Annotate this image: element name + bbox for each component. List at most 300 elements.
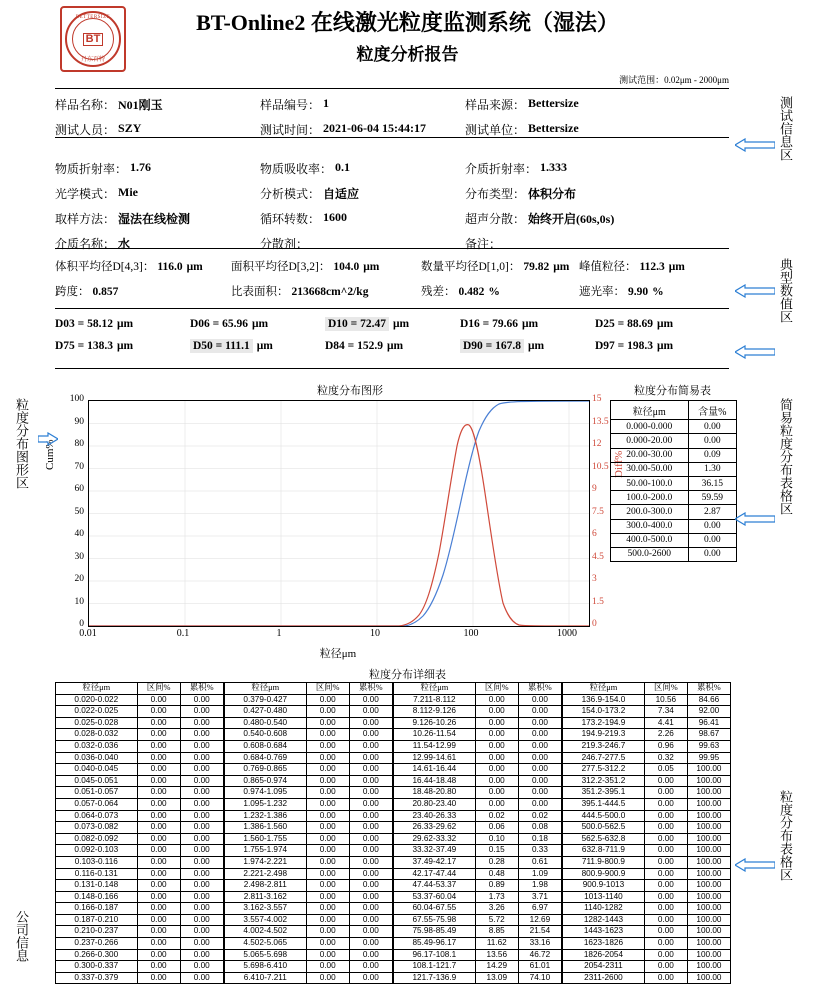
detail-cell: 0.00 (180, 729, 224, 741)
detail-cell: 0.00 (644, 787, 687, 799)
detail-cell: 5.72 (475, 914, 518, 926)
y-tick: 80 (74, 439, 84, 449)
detail-cell: 100.00 (687, 833, 730, 845)
detail-cell: 37.49-42.17 (393, 856, 475, 868)
chart-title: 粒度分布图形 (317, 385, 383, 397)
typical-unit: μm (186, 261, 203, 273)
annotation-detail-table: 粒度分布表格区 (778, 790, 793, 881)
detail-cell: 632.8-711.9 (562, 845, 644, 857)
typical-unit: μm (363, 261, 380, 273)
d-values-section (55, 318, 731, 362)
detail-cell: 67.55-75.98 (393, 914, 475, 926)
detail-cell: 0.00 (518, 706, 562, 718)
table-row (56, 694, 731, 706)
detail-cell: 0.00 (137, 717, 180, 729)
info-label: 样品名称： (55, 98, 116, 112)
table-row (56, 938, 731, 950)
detail-cell: 2.498-2.811 (224, 880, 306, 892)
table-row (56, 787, 731, 799)
chart-svg (89, 401, 589, 626)
divider-1 (55, 88, 729, 89)
detail-cell: 0.00 (180, 972, 224, 984)
info-label: 取样方法： (55, 212, 116, 226)
info-label: 物质吸收率： (260, 162, 333, 176)
particle-size-chart (88, 400, 590, 627)
detail-cell: 0.00 (644, 833, 687, 845)
detail-cell: 16.44-18.48 (393, 775, 475, 787)
detail-cell: 8.112-9.126 (393, 706, 475, 718)
detail-cell: 0.00 (349, 914, 393, 926)
y-tick: 90 (74, 416, 84, 427)
detail-cell: 1623-1826 (562, 938, 644, 950)
detail-cell: 0.00 (137, 694, 180, 706)
d-value: D90 = 167.8 (460, 339, 524, 353)
annotation-test-info: 测试信息区 (778, 96, 793, 161)
info-row (55, 121, 731, 138)
col-header-size: 粒径μm (56, 683, 138, 695)
cell-content: 1.30 (688, 462, 736, 476)
detail-cell: 0.00 (137, 856, 180, 868)
detail-cell: 0.00 (306, 810, 349, 822)
detail-cell: 100.00 (687, 891, 730, 903)
detail-cell: 0.684-0.769 (224, 752, 306, 764)
detail-cell: 100.00 (687, 868, 730, 880)
detail-cell: 100.00 (687, 845, 730, 857)
detail-cell: 0.00 (349, 868, 393, 880)
table-row (611, 491, 737, 505)
info-label: 测试时间： (260, 123, 321, 137)
d-unit: μm (656, 318, 674, 330)
info-value: 水 (118, 237, 131, 251)
detail-cell: 395.1-444.5 (562, 798, 644, 810)
detail-cell: 711.9-800.9 (562, 856, 644, 868)
col-header-size: 粒径μm (224, 683, 306, 695)
detail-cell: 0.00 (137, 752, 180, 764)
typical-label: 峰值粒径： (579, 261, 637, 273)
detail-cell: 12.69 (518, 914, 562, 926)
detail-cell: 121.7-136.9 (393, 972, 475, 984)
y-tick: 30 (74, 551, 84, 562)
detail-cell: 0.025-0.028 (56, 717, 138, 729)
detail-cell: 0.020-0.022 (56, 694, 138, 706)
detail-cell: 0.00 (518, 729, 562, 741)
detail-cell: 100.00 (687, 914, 730, 926)
detail-cell: 0.00 (306, 833, 349, 845)
d-value: D16 = 79.66 (460, 318, 518, 330)
typical-label: 比表面积： (231, 286, 289, 298)
detail-cell: 0.00 (306, 949, 349, 961)
detail-cell: 312.2-351.2 (562, 775, 644, 787)
detail-cell: 0.00 (137, 764, 180, 776)
detail-cell: 2311-2600 (562, 972, 644, 984)
detail-cell: 42.17-47.44 (393, 868, 475, 880)
detail-cell: 11.62 (475, 938, 518, 950)
table-row (56, 810, 731, 822)
detail-cell: 100.00 (687, 938, 730, 950)
y-tick: 70 (74, 461, 84, 472)
detail-cell: 1.386-1.560 (224, 822, 306, 834)
detail-cell: 100.00 (687, 856, 730, 868)
detail-cell: 0.166-0.187 (56, 903, 138, 915)
cell-size: 20.00-30.00 (611, 448, 689, 462)
detail-cell: 0.00 (306, 694, 349, 706)
detail-cell: 0.00 (180, 810, 224, 822)
detail-cell: 0.00 (180, 903, 224, 915)
y2-tick: 4.5 (592, 551, 604, 562)
detail-cell: 47.44-53.37 (393, 880, 475, 892)
detail-cell: 0.00 (137, 961, 180, 973)
cell-size: 50.00-100.0 (611, 476, 689, 490)
detail-cell: 0.00 (306, 752, 349, 764)
typical-label: 跨度： (55, 286, 90, 298)
detail-cell: 0.00 (137, 798, 180, 810)
detail-cell: 0.00 (180, 868, 224, 880)
divider-5 (55, 368, 729, 369)
table-row (56, 926, 731, 938)
table-row (56, 775, 731, 787)
detail-cell: 0.00 (475, 694, 518, 706)
detail-cell: 100.00 (687, 775, 730, 787)
detail-cell: 100.00 (687, 903, 730, 915)
table-row (611, 533, 737, 547)
table-row (56, 833, 731, 845)
detail-cell: 0.480-0.540 (224, 717, 306, 729)
detail-cell: 92.00 (687, 706, 730, 718)
detail-cell: 0.00 (349, 787, 393, 799)
detail-cell: 154.0-173.2 (562, 706, 644, 718)
detail-cell: 0.00 (306, 891, 349, 903)
detail-cell: 0.00 (518, 752, 562, 764)
detail-cell: 3.557-4.002 (224, 914, 306, 926)
detail-cell: 11.54-12.99 (393, 740, 475, 752)
detail-cell: 1.98 (518, 880, 562, 892)
detail-cell: 0.00 (349, 856, 393, 868)
detail-cell: 10.56 (644, 694, 687, 706)
typical-row (55, 258, 731, 274)
detail-cell: 96.17-108.1 (393, 949, 475, 961)
detail-cell: 0.00 (180, 926, 224, 938)
detail-cell: 0.00 (306, 822, 349, 834)
arrow-d-values (735, 345, 775, 359)
detail-cell: 1.974-2.221 (224, 856, 306, 868)
d-value: D84 = 152.9 (325, 340, 383, 352)
detail-cell: 0.00 (644, 868, 687, 880)
info-value: 2021-06-04 15:44:17 (323, 121, 426, 135)
detail-cell: 0.00 (475, 764, 518, 776)
detail-cell: 0.00 (137, 891, 180, 903)
cell-content: 0.09 (688, 448, 736, 462)
detail-cell: 1.755-1.974 (224, 845, 306, 857)
detail-cell: 0.00 (137, 787, 180, 799)
table-row (611, 547, 737, 561)
detail-cell: 0.266-0.300 (56, 949, 138, 961)
detail-cell: 61.01 (518, 961, 562, 973)
table-row (611, 462, 737, 476)
d-unit: μm (527, 340, 545, 352)
d-unit: μm (116, 318, 134, 330)
detail-cell: 0.00 (644, 949, 687, 961)
detail-cell: 0.00 (518, 764, 562, 776)
info-row (55, 96, 731, 113)
table-row (56, 903, 731, 915)
detail-cell: 0.045-0.051 (56, 775, 138, 787)
cell-content: 0.00 (688, 434, 736, 448)
col-header-cumulative: 累积% (518, 683, 562, 695)
detail-cell: 0.33 (518, 845, 562, 857)
detail-cell: 0.00 (644, 914, 687, 926)
detail-cell: 99.63 (687, 740, 730, 752)
detail-cell: 2.26 (644, 729, 687, 741)
info-value: 1600 (323, 210, 348, 224)
detail-cell: 0.210-0.237 (56, 926, 138, 938)
detail-cell: 8.85 (475, 926, 518, 938)
detail-cell: 0.00 (475, 740, 518, 752)
typical-label: 体积平均径D[4,3]： (55, 261, 155, 273)
arrow-simple-table (735, 512, 775, 526)
table-row (56, 949, 731, 961)
info-label: 循环转数： (260, 212, 321, 226)
info-label: 分析模式： (260, 187, 321, 201)
detail-cell: 0.48 (475, 868, 518, 880)
typical-label: 面积平均径D[3,2]： (231, 261, 331, 273)
col-header-size: 粒径μm (393, 683, 475, 695)
typical-value: 9.90 (628, 286, 649, 298)
detail-cell: 0.00 (644, 880, 687, 892)
d-values-row (55, 318, 731, 330)
measure-range: 测试范围：0.02μm - 2000μm (619, 75, 729, 85)
detail-cell: 0.040-0.045 (56, 764, 138, 776)
detail-cell: 1826-2054 (562, 949, 644, 961)
table-row (611, 448, 737, 462)
typical-value: 104.0 (333, 261, 360, 273)
detail-cell: 100.00 (687, 787, 730, 799)
detail-cell: 46.72 (518, 949, 562, 961)
x-tick: 0.01 (79, 628, 97, 639)
y2-tick: 6 (592, 529, 597, 539)
detail-cell: 0.237-0.266 (56, 938, 138, 950)
detail-cell: 3.26 (475, 903, 518, 915)
detail-cell: 0.00 (475, 752, 518, 764)
detail-cell: 0.00 (306, 972, 349, 984)
detail-cell: 0.00 (518, 694, 562, 706)
detail-cell: 0.61 (518, 856, 562, 868)
detail-cell: 0.00 (137, 926, 180, 938)
cell-content: 2.87 (688, 505, 736, 519)
annotation-chart-area: 粒度分布图形区 (14, 398, 29, 489)
detail-cell: 0.00 (518, 798, 562, 810)
chart-y2-axis-label: Diff% (613, 450, 625, 478)
detail-cell: 1.095-1.232 (224, 798, 306, 810)
detail-cell: 0.769-0.865 (224, 764, 306, 776)
table-row (56, 891, 731, 903)
detail-cell: 0.00 (306, 938, 349, 950)
chart-y-axis-label: Cum% (44, 439, 56, 470)
info-value: 1 (323, 96, 330, 110)
detail-cell: 0.00 (518, 740, 562, 752)
detail-cell: 0.00 (349, 926, 393, 938)
cell-size: 30.00-50.00 (611, 462, 689, 476)
detail-cell: 0.00 (644, 798, 687, 810)
detail-cell: 0.00 (644, 845, 687, 857)
detail-cell: 0.00 (137, 740, 180, 752)
info-label: 光学模式： (55, 187, 116, 201)
detail-cell: 0.608-0.684 (224, 740, 306, 752)
detail-cell: 0.00 (518, 775, 562, 787)
table-row (56, 856, 731, 868)
detail-cell: 0.00 (349, 845, 393, 857)
y2-tick: 15 (592, 394, 602, 404)
info-value: Mie (118, 185, 139, 199)
y-tick: 100 (69, 394, 84, 404)
detail-cell: 0.89 (475, 880, 518, 892)
cell-size: 0.000-0.000 (611, 420, 689, 434)
info-label: 介质折射率： (465, 162, 538, 176)
y2-tick: 1.5 (592, 596, 604, 607)
detail-cell: 0.092-0.103 (56, 845, 138, 857)
detail-cell: 0.064-0.073 (56, 810, 138, 822)
detail-cell: 100.00 (687, 764, 730, 776)
detail-cell: 0.00 (306, 706, 349, 718)
detail-cell: 1443-1623 (562, 926, 644, 938)
detail-cell: 0.00 (644, 810, 687, 822)
detail-cell: 0.131-0.148 (56, 880, 138, 892)
detail-cell: 0.103-0.116 (56, 856, 138, 868)
page-title: BT-Online2 在线激光粒度监测系统（湿法） (196, 10, 619, 35)
table-header-row (611, 401, 737, 420)
detail-cell: 136.9-154.0 (562, 694, 644, 706)
table-row (611, 476, 737, 490)
page-subtitle: 粒度分析报告 (356, 45, 459, 64)
detail-cell: 219.3-246.7 (562, 740, 644, 752)
detail-cell: 0.00 (644, 926, 687, 938)
detail-cell: 0.06 (475, 822, 518, 834)
detail-cell: 7.34 (644, 706, 687, 718)
detail-cell: 108.1-121.7 (393, 961, 475, 973)
typical-label: 残差： (421, 286, 456, 298)
table-row (56, 717, 731, 729)
info-label: 介质名称： (55, 237, 116, 251)
d-value: D97 = 198.3 (595, 340, 653, 352)
detail-cell: 500.0-562.5 (562, 822, 644, 834)
detail-cell: 0.00 (349, 798, 393, 810)
detail-cell: 0.865-0.974 (224, 775, 306, 787)
info-value: 1.333 (540, 160, 568, 174)
info-row (55, 160, 731, 177)
table-row (611, 434, 737, 448)
table-row (56, 845, 731, 857)
detail-cell: 0.00 (349, 740, 393, 752)
detail-cell: 0.00 (306, 729, 349, 741)
detail-cell: 2.221-2.498 (224, 868, 306, 880)
detail-cell: 0.116-0.131 (56, 868, 138, 880)
detail-cell: 0.00 (644, 972, 687, 984)
table-row (56, 752, 731, 764)
detail-cell: 900.9-1013 (562, 880, 644, 892)
simple-distribution-table (610, 400, 737, 562)
info-row (55, 210, 731, 227)
detail-cell: 14.29 (475, 961, 518, 973)
detail-cell: 6.97 (518, 903, 562, 915)
detail-cell: 0.00 (349, 694, 393, 706)
detail-cell: 60.04-67.55 (393, 903, 475, 915)
detail-cell: 13.56 (475, 949, 518, 961)
detail-cell: 53.37-60.04 (393, 891, 475, 903)
y-tick: 20 (74, 574, 84, 584)
typical-unit: % (652, 286, 664, 298)
typical-value: 112.3 (639, 261, 665, 273)
d-unit: μm (256, 340, 273, 352)
col-header-interval: 区间% (137, 683, 180, 695)
detail-cell: 444.5-500.0 (562, 810, 644, 822)
detail-cell: 0.00 (644, 822, 687, 834)
detail-cell: 0.00 (306, 798, 349, 810)
table-row (56, 914, 731, 926)
detail-cell: 3.162-3.557 (224, 903, 306, 915)
typical-values-section (55, 258, 731, 308)
detail-cell: 0.02 (475, 810, 518, 822)
detail-cell: 0.00 (137, 810, 180, 822)
annotation-company-info: 公司信息 (14, 910, 29, 962)
detail-cell: 0.00 (644, 961, 687, 973)
detail-cell: 0.10 (475, 833, 518, 845)
annotation-typical-values: 典型数值区 (778, 258, 793, 323)
detail-cell: 0.00 (349, 810, 393, 822)
detail-cell: 12.99-14.61 (393, 752, 475, 764)
detail-cell: 1.560-1.755 (224, 833, 306, 845)
detail-distribution-table (55, 682, 731, 984)
detail-cell: 0.00 (518, 717, 562, 729)
detail-cell: 0.00 (644, 856, 687, 868)
table-header-row (56, 683, 731, 695)
detail-cell: 0.00 (349, 822, 393, 834)
detail-cell: 0.187-0.210 (56, 914, 138, 926)
typical-unit: μm (553, 261, 570, 273)
col-header-cumulative: 累积% (349, 683, 393, 695)
detail-cell: 4.502-5.065 (224, 938, 306, 950)
cell-size: 200.0-300.0 (611, 505, 689, 519)
cell-size: 100.0-200.0 (611, 491, 689, 505)
detail-cell: 0.148-0.166 (56, 891, 138, 903)
y-tick: 50 (74, 506, 84, 517)
cell-content: 0.00 (688, 519, 736, 533)
table-row (611, 420, 737, 434)
detail-cell: 0.08 (518, 822, 562, 834)
detail-cell: 0.00 (306, 856, 349, 868)
detail-cell: 33.32-37.49 (393, 845, 475, 857)
detail-cell: 0.00 (306, 775, 349, 787)
detail-cell: 7.211-8.112 (393, 694, 475, 706)
detail-cell: 2054-2311 (562, 961, 644, 973)
detail-cell: 85.49-96.17 (393, 938, 475, 950)
typical-value: 0.857 (92, 286, 119, 298)
detail-cell: 100.00 (687, 961, 730, 973)
logo-bottom-text: 丹东百特 (80, 57, 105, 63)
detail-cell: 100.00 (687, 798, 730, 810)
detail-cell: 0.00 (349, 972, 393, 984)
detail-cell: 0.00 (349, 764, 393, 776)
y2-tick: 3 (592, 574, 597, 584)
d-value: D25 = 88.69 (595, 318, 653, 330)
cell-content: 0.00 (688, 547, 736, 561)
detail-cell: 0.00 (306, 764, 349, 776)
detail-cell: 29.62-33.32 (393, 833, 475, 845)
detail-cell: 0.00 (180, 775, 224, 787)
d-unit: μm (521, 318, 539, 330)
detail-cell: 0.051-0.057 (56, 787, 138, 799)
detail-cell: 0.00 (349, 833, 393, 845)
detail-cell: 100.00 (687, 880, 730, 892)
detail-cell: 0.057-0.064 (56, 798, 138, 810)
